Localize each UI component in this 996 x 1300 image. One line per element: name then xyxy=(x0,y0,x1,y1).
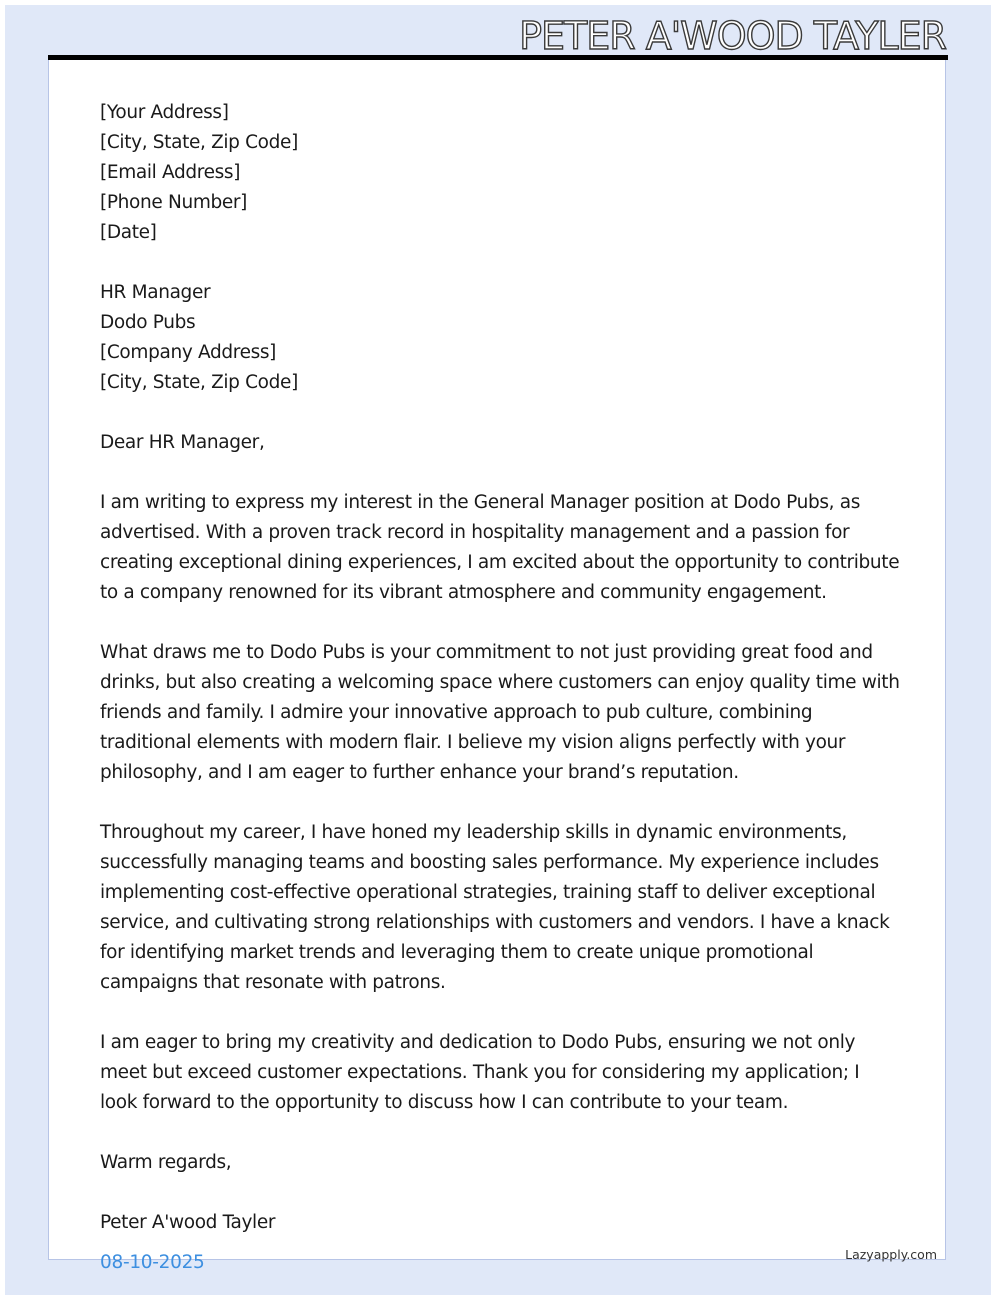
recipient-address: [Company Address] xyxy=(100,342,277,363)
body-paragraph-4: I am eager to bring my creativity and dedication to Dodo Pubs, ensuring we not only meet but exceed customer expectations. Thank you for considering my application; I look forward to the opportunity to discuss how I can contribute to your team. xyxy=(100,1032,860,1113)
footer-credit: Lazyapply.com xyxy=(845,1247,937,1262)
recipient-title: HR Manager xyxy=(100,282,211,303)
body-paragraph-1: I am writing to express my interest in the General Manager position at Dodo Pubs, as advertised. With a proven track record in hospitality management and a passion for creating exceptional dining experiences, I am excited about the opportunity to contribute to a company renowned for its vibrant atmosphere and community engagement. xyxy=(100,492,900,603)
sender-phone: [Phone Number] xyxy=(100,192,248,213)
recipient-block xyxy=(100,278,900,398)
body-paragraph-2: What draws me to Dodo Pubs is your commitment to not just providing great food and drinks, but also creating a welcoming space where customers can enjoy quality time with friends and family. I admire your innovative approach to pub culture, combining traditional elements with modern flair. I believe my vision aligns perfectly with your philosophy, and I am eager to further enhance your brand’s reputation. xyxy=(100,642,900,783)
salutation: Dear HR Manager, xyxy=(100,432,265,453)
sender-block xyxy=(100,98,900,248)
sender-email: [Email Address] xyxy=(100,162,241,183)
sender-address: [Your Address] xyxy=(100,102,229,123)
recipient-company: Dodo Pubs xyxy=(100,312,196,333)
footer-date: 08-10-2025 xyxy=(100,1252,205,1273)
recipient-city-state-zip: [City, State, Zip Code] xyxy=(100,372,298,393)
applicant-name-heading: PETER A'WOOD TAYLER xyxy=(519,14,946,58)
sender-date: [Date] xyxy=(100,222,157,243)
signature: Peter A'wood Tayler xyxy=(100,1212,276,1233)
closing: Warm regards, xyxy=(100,1152,232,1173)
cover-letter xyxy=(100,98,900,1238)
sender-city-state-zip: [City, State, Zip Code] xyxy=(100,132,298,153)
body-paragraph-3: Throughout my career, I have honed my leadership skills in dynamic environments, successfully managing teams and boosting sales performance. My experience includes implementing cost-effective operational strategies, training staff to deliver exceptional service, and cultivating strong relationships with customers and vendors. I have a knack for identifying market trends and leveraging them to create unique promotional campaigns that resonate with patrons. xyxy=(100,822,890,993)
